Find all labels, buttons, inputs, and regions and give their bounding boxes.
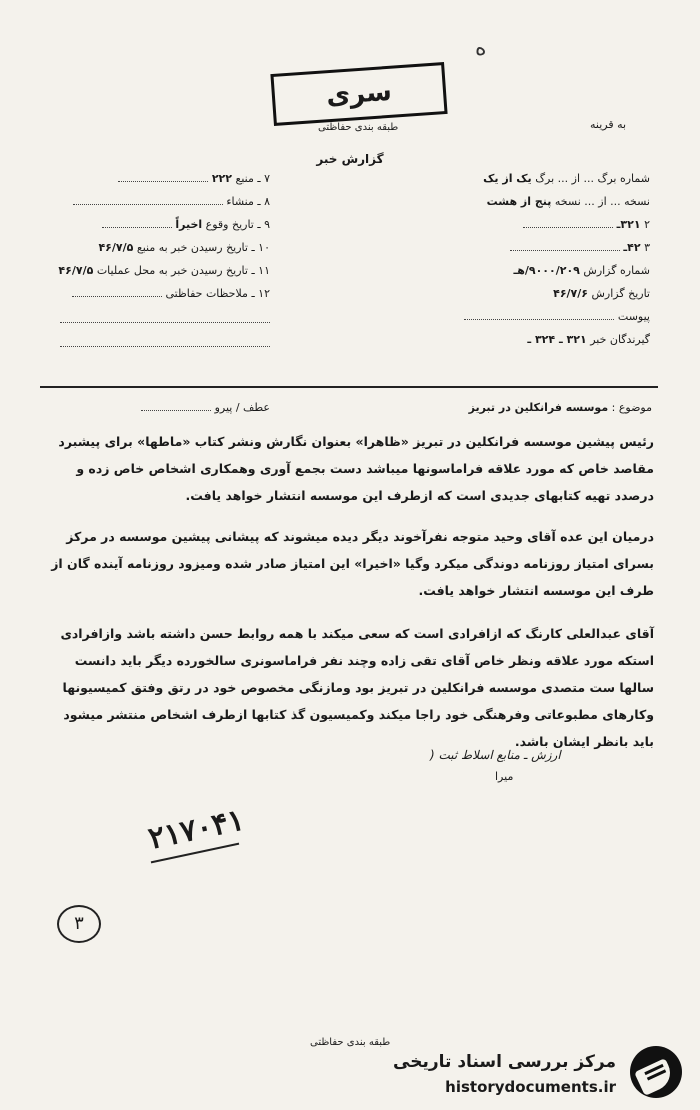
field-label: شماره برگ ... از ... برگ xyxy=(535,172,650,185)
archive-url: historydocuments.ir xyxy=(445,1078,616,1096)
reference-line xyxy=(120,401,270,414)
report-title: گزارش خبر xyxy=(316,152,384,166)
field-value: ۴۶/۷/۵ xyxy=(98,241,134,254)
corner-mark: ه xyxy=(475,36,487,61)
field-label: ۲ xyxy=(644,218,650,231)
field-recipients xyxy=(420,333,650,346)
field-receipt-date-source xyxy=(40,241,270,254)
field-origin xyxy=(60,195,270,208)
dotted-line xyxy=(60,322,270,323)
field-copy-number xyxy=(420,195,650,208)
stamp-caption: طبقه بندی حفاظتی xyxy=(318,122,399,133)
field-value: ۳۲۱ـ xyxy=(616,218,641,231)
field-value: اخیراً xyxy=(175,218,203,231)
field-security-notes xyxy=(60,287,270,300)
reference-label: عطف / پیرو xyxy=(214,401,270,414)
footer-classification: طبقه بندی حفاظتی xyxy=(310,1037,391,1048)
field-label: ۸ ـ منشاء xyxy=(226,195,270,208)
document-scroll-icon xyxy=(630,1046,682,1098)
field-value: ۳۲۱ ـ ۳۲۴ ـ xyxy=(527,333,587,346)
field-2 xyxy=(420,218,650,231)
subject-label: موضوع xyxy=(618,401,652,414)
header-divider xyxy=(40,386,658,388)
field-value: ۴۶/۷/۵ xyxy=(58,264,94,277)
field-label: تاریخ گزارش xyxy=(591,287,650,300)
field-receipt-date-ops xyxy=(30,264,270,277)
field-attachment xyxy=(420,310,650,323)
circled-number: ۳ xyxy=(57,905,101,943)
field-value: ۴۶/۷/۶ xyxy=(553,287,588,300)
field-label: ۷ ـ منبع xyxy=(235,172,270,185)
handwritten-number: ۲۱۷۰۴۱ xyxy=(145,802,248,857)
body-paragraph-2: درمیان این عده آقای وحید متوجه نفرآخوند دیگر دیده میشوند که پیشانی پیشین موسسه در مرکز بسرای امتیاز روزنامه دوندگی میکرد وگیا «اخیرا» این امتیاز صادر شده ومیزود روزنامه آینده گان از طرف این موسسه انتشار خواهد یافت. xyxy=(51,529,654,598)
field-label: ۱۲ ـ ملاحظات حفاظتی xyxy=(165,287,270,300)
field-report-number xyxy=(420,264,650,277)
field-label: ۱۰ ـ تاریخ رسیدن خبر به منبع xyxy=(136,241,270,254)
field-source xyxy=(60,172,270,185)
field-label: ۳ xyxy=(644,241,650,254)
field-label: گیرندگان خبر xyxy=(590,333,650,346)
field-label: نسخه ... از ... نسخه xyxy=(554,195,650,208)
field-value: ۹۰۰۰/۲۰۹/هـ xyxy=(513,264,580,277)
field-value: ۲۲۲ xyxy=(211,172,232,185)
field-label: شماره گزارش xyxy=(583,264,650,277)
dotted-line xyxy=(60,346,270,347)
field-value: ۴۲ـ xyxy=(623,241,641,254)
field-value: یک از یک xyxy=(483,172,532,185)
archive-name: مرکز بررسی اسناد تاریخی xyxy=(393,1052,616,1072)
subject-line: موضوع : موسسه فرانکلین در تبریز xyxy=(468,401,652,414)
field-label: ۱۱ ـ تاریخ رسیدن خبر به محل عملیات xyxy=(96,264,270,277)
body-paragraph-3: آقای عبدالعلی کارنگ که ازافرادی است که سعی میکند با همه روابط حسن داشته باشد وازافرادی استکه مورد علاقه ونظر خاص آقای تقی زاده وچند نفر فراماسونری سالخورده دیگر باید دانست سالها ست متصدی موسسه فرانکلین در تبریز بود ومازنگی مخصوص خود در رتق وفتق کمیسیونها وکارهای مطبوعاتی وفرهنگی خود راجا میکند وکمیسیون گذ کتابها ازطرف اشخاص منتشر میشود باید بانظر ایشان باشد. xyxy=(60,626,654,749)
field-label: پیوست xyxy=(617,310,650,323)
subject-value: موسسه فرانکلین در تبریز xyxy=(468,401,609,414)
body-paragraph-1: رئیس پیشین موسسه فرانکلین در تبریز «ظاهرا» بعنوان نگارش ونشر کتاب «ماطها» برای پیشبرد مقاصد خاص که مورد علاقه فراماسونها میباشد دست بجمع آوری وهمکاری اشخاص خاص زده و درصدد تهیه کتابهای جدیدی است که ازطرف این موسسه انتشار خواهد یافت. xyxy=(58,434,654,503)
field-report-date xyxy=(420,287,650,300)
signature-mark: میرا xyxy=(495,770,514,783)
evaluation-signature: ارزش ـ منابع اسلاط ثبت ( xyxy=(430,748,561,762)
field-page-number xyxy=(420,172,650,185)
field-3 xyxy=(420,241,650,254)
top-right-label: به قرینه xyxy=(590,118,627,131)
classification-stamp: سری xyxy=(270,62,447,126)
field-label: ۹ ـ تاریخ وقوع xyxy=(205,218,270,231)
field-value: پنج از هشت xyxy=(486,195,552,208)
field-occurrence-date xyxy=(60,218,270,231)
